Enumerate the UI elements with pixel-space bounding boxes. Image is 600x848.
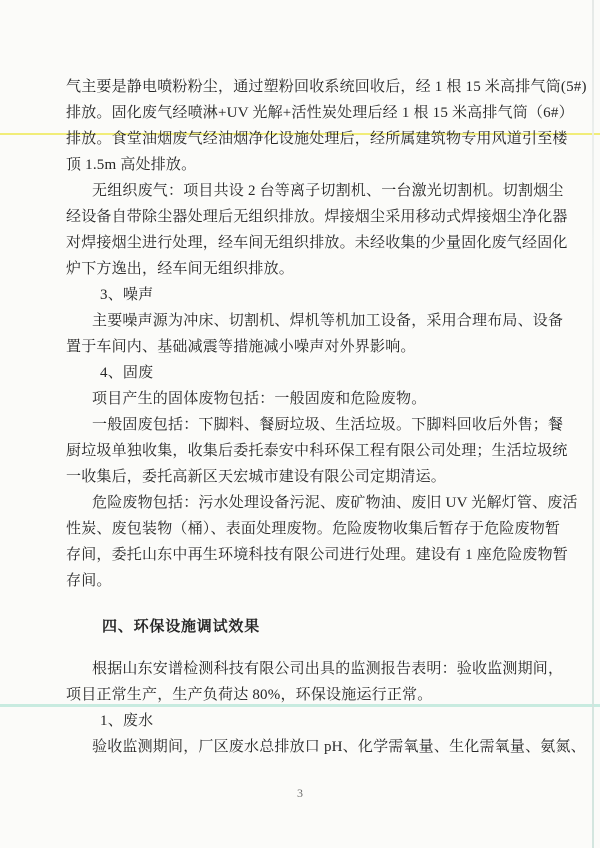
text-line: 存间。 (66, 573, 112, 589)
text-line: 项目正常生产，生产负荷达 80%，环保设施运行正常。 (66, 687, 433, 703)
text-line: 对焊接烟尘进行处理，经车间无组织排放。未经收集的少量固化废气经固化 (66, 235, 568, 251)
text-line: 无组织废气：项目共设 2 台等离子切割机、一台激光切割机。切割烟尘 (92, 183, 564, 199)
text-line: 性炭、废包装物（桶）、表面处理废物。危险废物收集后暂存于危险废物暂 (66, 521, 561, 537)
list-item-heading: 3、噪声 (100, 287, 154, 303)
text-line: 主要噪声源为冲床、切割机、焊机等机加工设备，采用合理布局、设备 (92, 313, 564, 329)
text-line: 厨垃圾单独收集，收集后委托泰安中科环保工程有限公司处理；生活垃圾统 (66, 443, 568, 459)
text-line: 排放。食堂油烟废气经油烟净化设施处理后，经所属建筑物专用风道引至楼 (66, 131, 568, 147)
text-line: 存间，委托山东中再生环境科技有限公司进行处理。建设有 1 座危险废物暂 (66, 547, 569, 563)
text-line: 排放。固化废气经喷淋+UV 光解+活性炭处理后经 1 根 15 米高排气筒（6#） (66, 105, 574, 121)
text-line: 验收监测期间，厂区废水总排放口 pH、化学需氧量、生化需氧量、氨氮、 (92, 739, 586, 755)
text-line: 炉下方逸出，经车间无组织排放。 (66, 261, 295, 277)
text-line: 根据山东安谱检测科技有限公司出具的监测报告表明：验收监测期间， (92, 661, 564, 677)
text-line: 置于车间内、基础减震等措施减小噪声对外界影响。 (66, 339, 416, 355)
section-heading: 四、环保设施调试效果 (102, 619, 261, 635)
text-line: 气主要是静电喷粉粉尘，通过塑粉回收系统回收后，经 1 根 15 米高排气筒(5#) (66, 79, 587, 95)
text-line: 一般固废包括：下脚料、餐厨垃圾、生活垃圾。下脚料回收后外售；餐 (92, 417, 564, 433)
text-line: 一收集后，委托高新区天宏城市建设有限公司定期清运。 (66, 469, 447, 485)
text-line: 危险废物包括：污水处理设备污泥、废矿物油、废旧 UV 光解灯管、废活 (92, 495, 578, 511)
text-line: 顶 1.5m 高处排放。 (66, 157, 197, 173)
list-item-heading: 4、固废 (100, 365, 154, 381)
page-number: 3 (297, 786, 303, 800)
text-line: 项目产生的固体废物包括：一般固废和危险废物。 (92, 391, 427, 407)
document-content (66, 74, 587, 760)
list-item-heading: 1、废水 (100, 713, 154, 729)
text-line: 经设备自带除尘器处理后无组织排放。焊接烟尘采用移动式焊接烟尘净化器 (66, 209, 568, 225)
page-edge-scan-line (592, 0, 594, 848)
